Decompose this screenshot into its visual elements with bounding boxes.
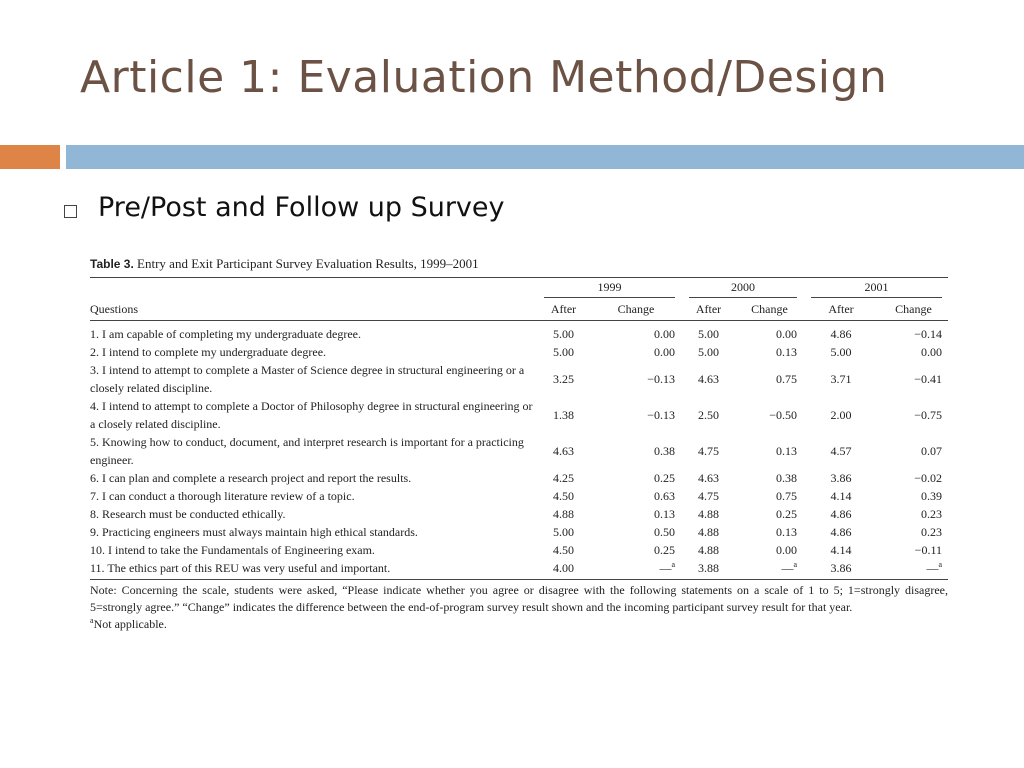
table-row (90, 523, 948, 541)
question-cell: 2. I intend to complete my undergraduate degree. (90, 345, 327, 359)
after-cell: 3.86 (830, 560, 852, 575)
after-cell: 4.88 (698, 542, 719, 557)
table-row (90, 487, 948, 505)
after-header: After (536, 298, 591, 321)
change-cell: 0.00 (654, 326, 675, 341)
change-cell: 0.00 (776, 542, 797, 557)
change-cell: −0.75 (914, 407, 942, 422)
slide-title: Article 1: Evaluation Method/Design (80, 52, 888, 103)
table-row (90, 559, 948, 579)
after-cell: 4.63 (698, 371, 719, 386)
change-cell: 0.38 (776, 470, 797, 485)
change-cell: 0.13 (776, 344, 797, 359)
change-cell: 0.00 (654, 344, 675, 359)
table-row (90, 321, 948, 344)
change-cell: 0.39 (921, 488, 942, 503)
square-bullet-icon (64, 205, 77, 218)
after-cell: 4.86 (830, 524, 852, 539)
after-cell: 4.88 (698, 524, 719, 539)
note-text: Note: Concerning the scale, students were asked, “Please indicate whether you agree or disagree with the following statements on a scale of 1 to 5; 1=strongly disagree, 5=strongly agree.” “Change” indicates the difference between the end-of-program survey result shown and the incoming participant survey result for that year. (90, 583, 948, 614)
change-cell: —$^a$ (659, 559, 675, 575)
table-body (90, 321, 948, 580)
year-header-row (90, 278, 948, 299)
after-cell: 2.00 (830, 407, 852, 422)
after-cell: 5.00 (830, 344, 852, 359)
after-cell: 3.86 (830, 470, 852, 485)
after-cell: 4.63 (698, 470, 719, 485)
after-cell: 4.25 (553, 470, 574, 485)
table-row (90, 541, 948, 559)
after-cell: 5.00 (698, 344, 719, 359)
table-caption (90, 256, 948, 272)
year-header: 2000 (681, 278, 803, 299)
accent-bar-orange (0, 145, 60, 169)
table-row (90, 433, 948, 469)
change-cell: —$^a$ (781, 559, 797, 575)
question-cell: 10. I intend to take the Fundamentals of Engineering exam. (90, 543, 375, 557)
change-cell: 0.00 (921, 344, 942, 359)
after-cell: 3.88 (698, 560, 719, 575)
table-row (90, 505, 948, 523)
after-cell: 2.50 (698, 407, 719, 422)
after-cell: 4.86 (830, 326, 852, 341)
after-cell: 4.57 (830, 443, 852, 458)
after-cell: 4.86 (830, 506, 852, 521)
table-caption-text: Entry and Exit Participant Survey Evaluation Results, 1999–2001 (137, 256, 479, 271)
change-cell: 0.75 (776, 488, 797, 503)
change-header: Change (879, 298, 948, 321)
change-cell: −0.11 (914, 542, 942, 557)
after-cell: 4.14 (830, 542, 852, 557)
after-cell: 4.00 (553, 560, 574, 575)
change-cell: 0.13 (776, 443, 797, 458)
change-cell: −0.14 (914, 326, 942, 341)
year-header: 1999 (536, 278, 681, 299)
change-cell: 0.00 (776, 326, 797, 341)
accent-bar-blue (66, 145, 1024, 169)
change-cell: 0.23 (921, 524, 942, 539)
after-header: After (803, 298, 879, 321)
after-cell: 4.88 (698, 506, 719, 521)
change-cell: 0.25 (776, 506, 797, 521)
change-cell: −0.13 (647, 371, 675, 386)
change-cell: −0.50 (769, 407, 797, 422)
after-cell: 4.75 (698, 443, 719, 458)
after-cell: 1.38 (553, 407, 574, 422)
table-row (90, 361, 948, 397)
change-header: Change (591, 298, 681, 321)
question-cell: 8. Research must be conducted ethically. (90, 507, 286, 521)
change-cell: −0.41 (914, 371, 942, 386)
after-cell: 4.50 (553, 542, 574, 557)
after-cell: 5.00 (553, 326, 574, 341)
bullet-text: Pre/Post and Follow up Survey (98, 192, 505, 223)
after-cell: 4.63 (553, 443, 574, 458)
year-header: 2001 (803, 278, 948, 299)
questions-header: Questions (90, 298, 536, 321)
table-label: Table 3. (90, 257, 134, 271)
question-cell: 7. I can conduct a thorough literature review of a topic. (90, 489, 355, 503)
table-row (90, 469, 948, 487)
table-row (90, 343, 948, 361)
after-cell: 5.00 (698, 326, 719, 341)
change-cell: 0.07 (921, 443, 942, 458)
question-cell: 3. I intend to attempt to complete a Master of Science degree in structural engineering or a closely related discipline. (90, 363, 525, 395)
question-cell: 9. Practicing engineers must always maintain high ethical standards. (90, 525, 418, 539)
question-cell: 11. The ethics part of this REU was very useful and important. (90, 561, 391, 575)
change-cell: 0.75 (776, 371, 797, 386)
change-cell: 0.13 (776, 524, 797, 539)
change-cell: 0.25 (654, 470, 675, 485)
after-cell: 3.71 (830, 371, 852, 386)
change-cell: 0.38 (654, 443, 675, 458)
change-cell: 0.23 (921, 506, 942, 521)
after-cell: 5.00 (553, 524, 574, 539)
after-header: After (681, 298, 736, 321)
survey-results-table (90, 256, 948, 633)
change-cell: −0.13 (647, 407, 675, 422)
footnote-text: $^a$Not applicable. (90, 616, 167, 631)
after-cell: 4.50 (553, 488, 574, 503)
table-note (90, 579, 948, 633)
change-cell: —$^a$ (926, 559, 942, 575)
data-table (90, 277, 948, 579)
column-header-row (90, 298, 948, 321)
after-cell: 4.75 (698, 488, 719, 503)
after-cell: 4.14 (830, 488, 852, 503)
change-cell: 0.13 (654, 506, 675, 521)
change-cell: −0.02 (914, 470, 942, 485)
change-cell: 0.25 (654, 542, 675, 557)
change-cell: 0.50 (654, 524, 675, 539)
question-cell: 5. Knowing how to conduct, document, and interpret research is important for a practicing engineer. (90, 435, 524, 467)
after-cell: 4.88 (553, 506, 574, 521)
question-cell: 6. I can plan and complete a research project and report the results. (90, 471, 412, 485)
question-cell: 1. I am capable of completing my undergraduate degree. (90, 327, 362, 341)
question-cell: 4. I intend to attempt to complete a Doctor of Philosophy degree in structural engineering or a closely related discipline. (90, 399, 533, 431)
after-cell: 3.25 (553, 371, 574, 386)
change-cell: 0.63 (654, 488, 675, 503)
change-header: Change (736, 298, 803, 321)
after-cell: 5.00 (553, 344, 574, 359)
table-row (90, 397, 948, 433)
